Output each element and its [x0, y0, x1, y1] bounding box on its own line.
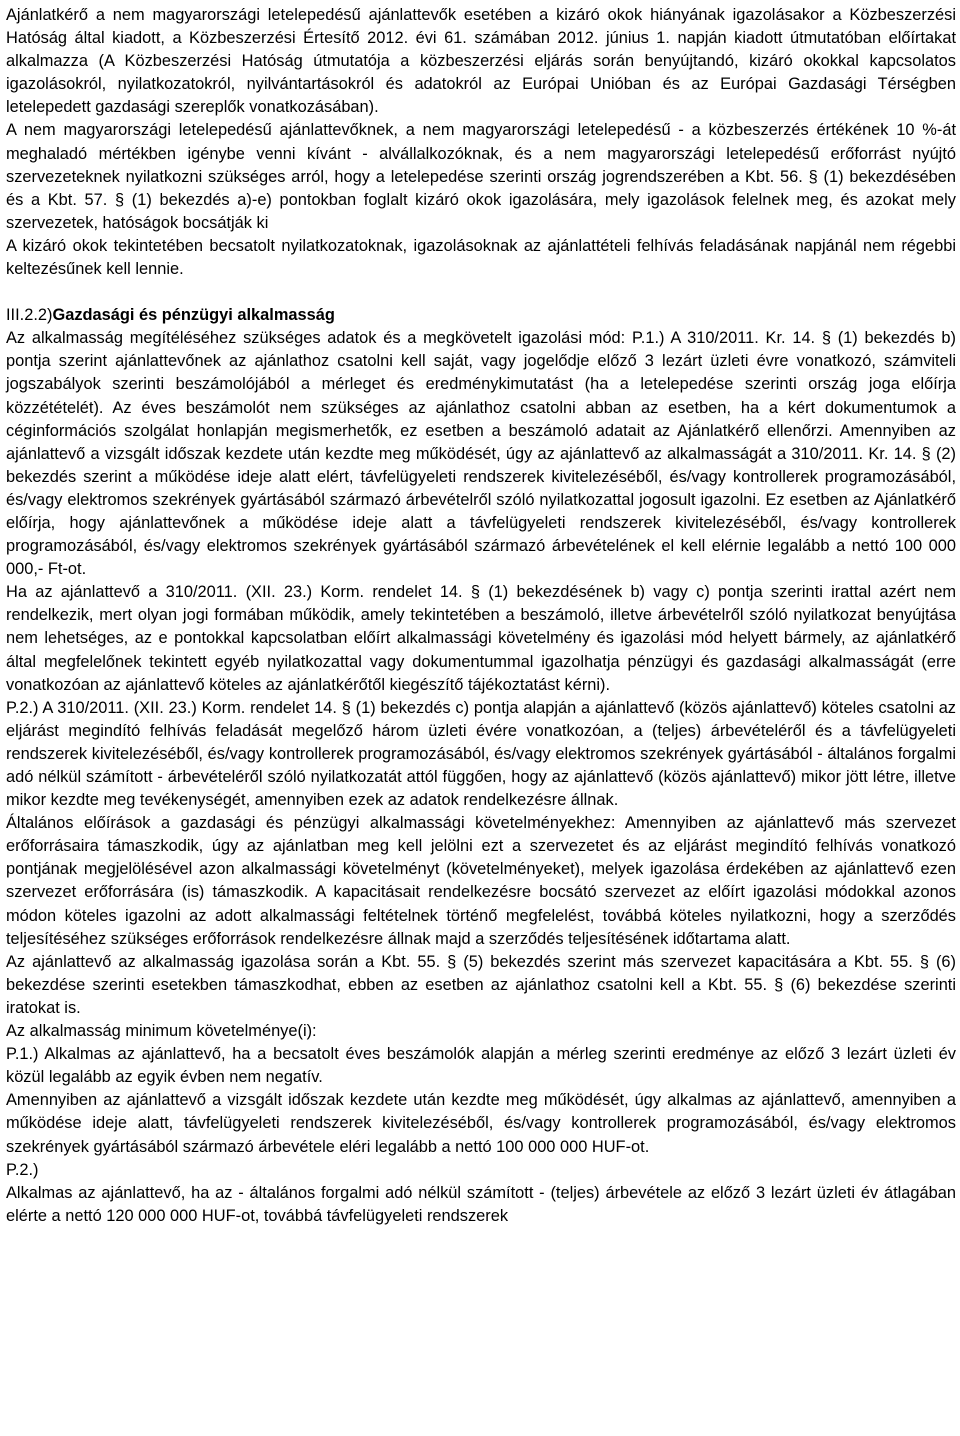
paragraph-date-validity: A kizáró okok tekintetében becsatolt nyilatkozatoknak, igazolásoknak az ajánlattételi felhívás feladásának napjánál nem régebbi keltezésűnek kell lennie. [6, 236, 956, 279]
paragraph-p2-minimum: Alkalmas az ajánlattevő, ha az - általános forgalmi adó nélkül számított - (teljes) árbevétele az előző 3 lezárt üzleti év átlagában elérte a nettó 120 000 000 HUF-ot, továbbá távfelügyeleti rendszerek [6, 1183, 956, 1225]
paragraph-legal-form: Ha az ajánlattevő a 310/2011. (XII. 23.) Korm. rendelet 14. § (1) bekezdésének b) vagy c) pontja szerinti irattal azért nem rendelkezik, mert olyan jogi formában működik, amely tekintetében a beszámoló, illetve árbevételről szóló nyilatkozat benyújtása nem lehetséges, az e pontokkal kapcsolatban előírt alkalmassági követelmény és igazolási mód helyett bármely, az ajánlatkérő által megfelelőnek tekintett egyéb nyilatkozattal vagy dokumentummal igazolhatja pénzügyi és gazdasági alkalmasságát (erre vonatkozóan az ajánlattevő köteles az ajánlatkérőtől kiegészítő tájékoztatást kérni). [6, 583, 956, 694]
paragraph-minimum-requirements-heading: Az alkalmasság minimum követelménye(i): [6, 1022, 317, 1041]
paragraph-foreign-exclusion-guidance: Ajánlatkérő a nem magyarországi letelepedésű ajánlattevők esetében a kizáró okok hiányának igazolásakor a Közbeszerzési Hatóság által kiadott, a Közbeszerzési Értesítő 2012. évi 61. számában 2012. június 1. napján kiadott útmutatóban előírtakat alkalmazza (A Közbeszerzési Hatóság útmutatója a közbeszerzési eljárás során benyújtandó, kizáró okokkal kapcsolatos igazolásokról, nyilatkozatokról, nyilvántartásokról és adatokról az Európai Unióban és az Európai Gazdasági Térségben letelepedett gazdasági szereplők vonatkozásában). [6, 6, 956, 117]
paragraph-capacity-reliance: Az ajánlattevő az alkalmasság igazolása során a Kbt. 55. § (5) bekezdés szerint más szervezet kapacitására a Kbt. 55. § (6) bekezdése szerinti esetekben támaszkodhat, ebben az esetben az ajánlathoz csatolni kell a Kbt. 55. § (6) bekezdése szerinti iratokat is. [6, 952, 956, 1017]
paragraph-spacer [6, 281, 956, 304]
paragraph-foreign-declaration: A nem magyarországi letelepedésű ajánlattevőknek, a nem magyarországi letelepedésű - a közbeszerzés értékének 10 %-át meghaladó mértékben igénybe venni kívánt - alvállalkozóknak, és a nem magyarországi letelepedésű erőforrást nyújtó szervezeteknek nyilatkozni szükséges arról, hogy a letelepedése szerinti ország jogrendszerében a Kbt. 56. § (1) bekezdésében és a Kbt. 57. § (1) bekezdés a)-e) pontokban foglalt kizáró okok igazolására, mely igazolások felelnek meg, és azokat mely szervezetek, hatóságok bocsátják ki [6, 121, 956, 232]
paragraph-p2-revenue: P.2.) A 310/2011. (XII. 23.) Korm. rendelet 14. § (1) bekezdés c) pontja alapján a ajánlattevő (közös ajánlattevő) köteles csatolni az eljárást megindító felhívás feladását megelőző három üzleti évére vonatkozóan, a (teljes) árbevételéről és a távfelügyeleti rendszerek kivitelezéséből, és/vagy kontrollerek programozásából, és/vagy elektromos szekrények gyártásából - általános forgalmi adó nélkül számított - árbevételéről szóló nyilatkozatát attól függően, hogy az ajánlattevő (közös ajánlattevő) mikor jött létre, illetve mikor kezdte meg tevékenységét, amennyiben ezek az adatok rendelkezésre állnak. [6, 698, 956, 810]
paragraph-p1-minimum: P.1.) Alkalmas az ajánlattevő, ha a becsatolt éves beszámolók alapján a mérleg szerinti eredménye az előző 3 lezárt üzleti év közül legalább az egyik évben nem negatív. [6, 1045, 956, 1087]
paragraph-general-requirements: Általános előírások a gazdasági és pénzügyi alkalmassági követelményekhez: Amennyiben az ajánlattevő más szervezet erőforrásaira támaszkodik, úgy az ajánlatban meg kell jelölni ezt a szervezetet és az eljárást megindító felhívás vonatkozó pontjának megjelölésével azon alkalmassági követelményt (követelményeket), melyek igazolása érdekében az ajánlattevő ezen szervezet erőforrására (is) támaszkodik. A kapacitásait rendelkezésre bocsátó szervezet az előírt igazolási módokkal azonos módon köteles igazolni az adott alkalmassági feltételnek történő megfelelést, továbbá köteles nyilatkozni, hogy a szerződés teljesítéséhez szükséges erőforrások rendelkezésre állnak majd a szerződés teljesítésének időtartama alatt. [6, 814, 956, 948]
section-number: III.2.2) [6, 306, 53, 325]
paragraph-suitability-data: Az alkalmasság megítéléséhez szükséges adatok és a megkövetelt igazolási mód: P.1.) A 310/2011. Kr. 14. § (1) bekezdés b) pontja szerint ajánlattevőnek az ajánlathoz csatolni kell saját, vagy jogelődje előző 3 lezárt üzleti évre vonatkozó, számviteli jogszabályok szerinti beszámolójából a mérleget és eredménykimutatást (ha a letelepedése szerinti ország joga előírja közzétételét). Az éves beszámolót nem szükséges az ajánlathoz csatolni abban az esetben, ha a kért dokumentumok a céginformációs szolgálat honlapján megismerhetők, ez esetben a beszámoló adatait az Ajánlatkérő ellenőrzi. Amennyiben az ajánlattevő a vizsgált időszak kezdete után kezdte meg működését, úgy az ajánlattevő az alkalmasságát a 310/2011. Kr. 14. § (2) bekezdés szerint a működése ideje alatt elért, távfelügyeleti rendszerek kivitelezéséből, és/vagy kontrollerek programozásából, és/vagy elektromos szekrények gyártásából származó árbevételről szóló nyilatkozattal jogosult igazolni. Ez esetben az Ajánlatkérő előírja, hogy ajánlattevőnek a működése ideje alatt a távfelügyeleti rendszerek kivitelezéséből, és/vagy kontrollerek programozásából, és/vagy elektromos szekrények gyártásából származó árbevételének el kell elérnie legalább a nettó 100 000 000,- Ft-ot. [6, 329, 956, 579]
paragraph-p2-label: P.2.) [6, 1160, 39, 1179]
section-title: Gazdasági és pénzügyi alkalmasság [52, 306, 335, 325]
document-page [6, 4, 956, 1228]
paragraph-p1-new-company: Amennyiben az ajánlattevő a vizsgált időszak kezdete után kezdte meg működését, úgy alkalmas az ajánlattevő, amennyiben a működése ideje alatt, távfelügyeleti rendszerek kivitelezéséből, és/vagy kontrollerek programozásából, és/vagy elektromos szekrények gyártásából származó árbevétele eléri legalább a nettó 100 000 000 HUF-ot. [6, 1091, 956, 1156]
section-heading [6, 304, 956, 327]
